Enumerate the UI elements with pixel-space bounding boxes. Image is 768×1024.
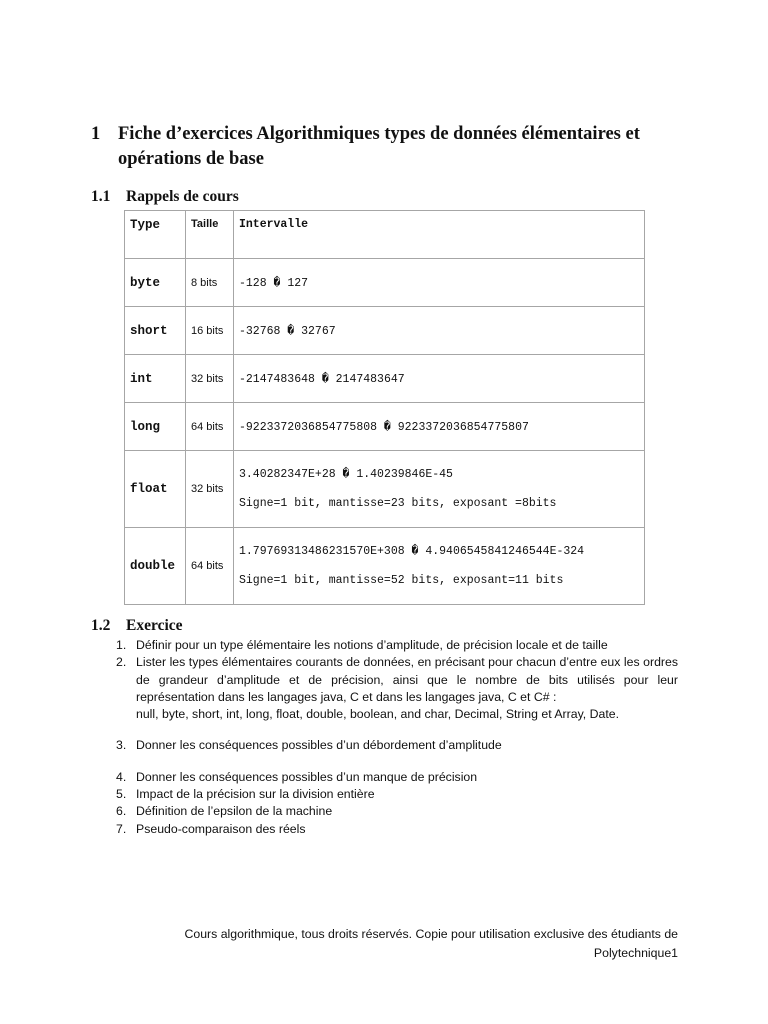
section-heading-exercice xyxy=(91,616,183,636)
range-cell: -9223372036854775808 � 9223372036854775807 xyxy=(234,403,645,451)
footer-line: Cours algorithmique, tous droits réservés. Copie pour utilisation exclusive des étudiants de xyxy=(184,927,678,941)
document-heading xyxy=(91,122,691,172)
item-text: Définir pour un type élémentaire les notions d’amplitude, de précision locale et de taille xyxy=(136,638,608,652)
table-row xyxy=(125,528,645,605)
range-value: 1.79769313486231570E+308 � 4.9406545841246544E-324 xyxy=(239,545,585,558)
item-number: 4. xyxy=(116,769,127,784)
section-title: Rappels de cours xyxy=(126,188,239,205)
table-row xyxy=(125,307,645,355)
range-detail: Signe=1 bit, mantisse=52 bits, exposant=11 bits xyxy=(239,574,564,587)
list-item xyxy=(116,803,678,820)
item-number: 5. xyxy=(116,787,127,802)
list-item xyxy=(116,737,678,754)
section-number: 1.1 xyxy=(91,188,111,205)
item-number: 1. xyxy=(116,638,127,652)
size-cell: 8 bits xyxy=(186,259,234,307)
item-number: 6. xyxy=(116,804,127,819)
table-row xyxy=(125,259,645,307)
data-types-table xyxy=(124,210,645,605)
heading-text: Fiche d’exercices Algorithmiques types de données élémentaires et opérations de base xyxy=(118,124,640,169)
header-size: Taille xyxy=(186,211,234,259)
size-cell: 64 bits xyxy=(186,403,234,451)
footer-line: Polytechnique1 xyxy=(593,946,678,960)
section-number: 1.2 xyxy=(91,617,111,634)
item-types-line: null, byte, short, int, long, float, double, boolean, and char, Decimal, String et Array, Date. xyxy=(136,707,620,722)
type-cell: byte xyxy=(125,259,186,307)
item-text: Pseudo-comparaison des réels xyxy=(136,821,306,836)
range-value: 3.40282347E+28 � 1.40239846E-45 xyxy=(239,468,453,481)
header-range: Intervalle xyxy=(234,211,645,259)
item-number: 2. xyxy=(116,655,127,670)
type-cell: short xyxy=(125,307,186,355)
list-item xyxy=(116,637,678,654)
size-cell: 16 bits xyxy=(186,307,234,355)
section-heading-rappels xyxy=(91,187,239,207)
type-cell: int xyxy=(125,355,186,403)
header-type: Type xyxy=(125,211,186,259)
range-cell: -2147483648 � 2147483647 xyxy=(234,355,645,403)
range-cell: -128 � 127 xyxy=(234,259,645,307)
size-cell: 32 bits xyxy=(186,451,234,528)
range-cell xyxy=(234,528,645,605)
range-detail: Signe=1 bit, mantisse=23 bits, exposant =8bits xyxy=(239,497,557,510)
table-row xyxy=(125,403,645,451)
item-text: Lister les types élémentaires courants de données, en précisant pour chacun d’entre eux les ordres de grandeur d’amplitude et de précision, ainsi que le nombre de bits utilisés pour leur représentation dans les langages java, C et dans les langages java, C et C# : xyxy=(136,655,678,704)
item-text: Donner les conséquences possibles d’un manque de précision xyxy=(136,769,478,784)
item-text: Définition de l’epsilon de la machine xyxy=(136,804,333,819)
size-cell: 32 bits xyxy=(186,355,234,403)
item-number: 3. xyxy=(116,738,127,753)
table-row xyxy=(125,355,645,403)
exercise-list xyxy=(116,637,678,838)
list-item xyxy=(116,654,678,723)
heading-number: 1 xyxy=(91,124,101,144)
table-header-row xyxy=(125,211,645,259)
item-text: Impact de la précision sur la division entière xyxy=(136,787,375,802)
page-footer xyxy=(130,925,678,963)
range-cell: -32768 � 32767 xyxy=(234,307,645,355)
list-item xyxy=(116,821,678,838)
list-item xyxy=(116,769,678,786)
item-number: 7. xyxy=(116,821,127,836)
type-cell: float xyxy=(125,451,186,528)
list-item xyxy=(116,786,678,803)
item-text: Donner les conséquences possibles d’un débordement d’amplitude xyxy=(136,738,502,753)
size-cell: 64 bits xyxy=(186,528,234,605)
table-row xyxy=(125,451,645,528)
type-cell: double xyxy=(125,528,186,605)
type-cell: long xyxy=(125,403,186,451)
section-title: Exercice xyxy=(126,617,183,634)
range-cell xyxy=(234,451,645,528)
